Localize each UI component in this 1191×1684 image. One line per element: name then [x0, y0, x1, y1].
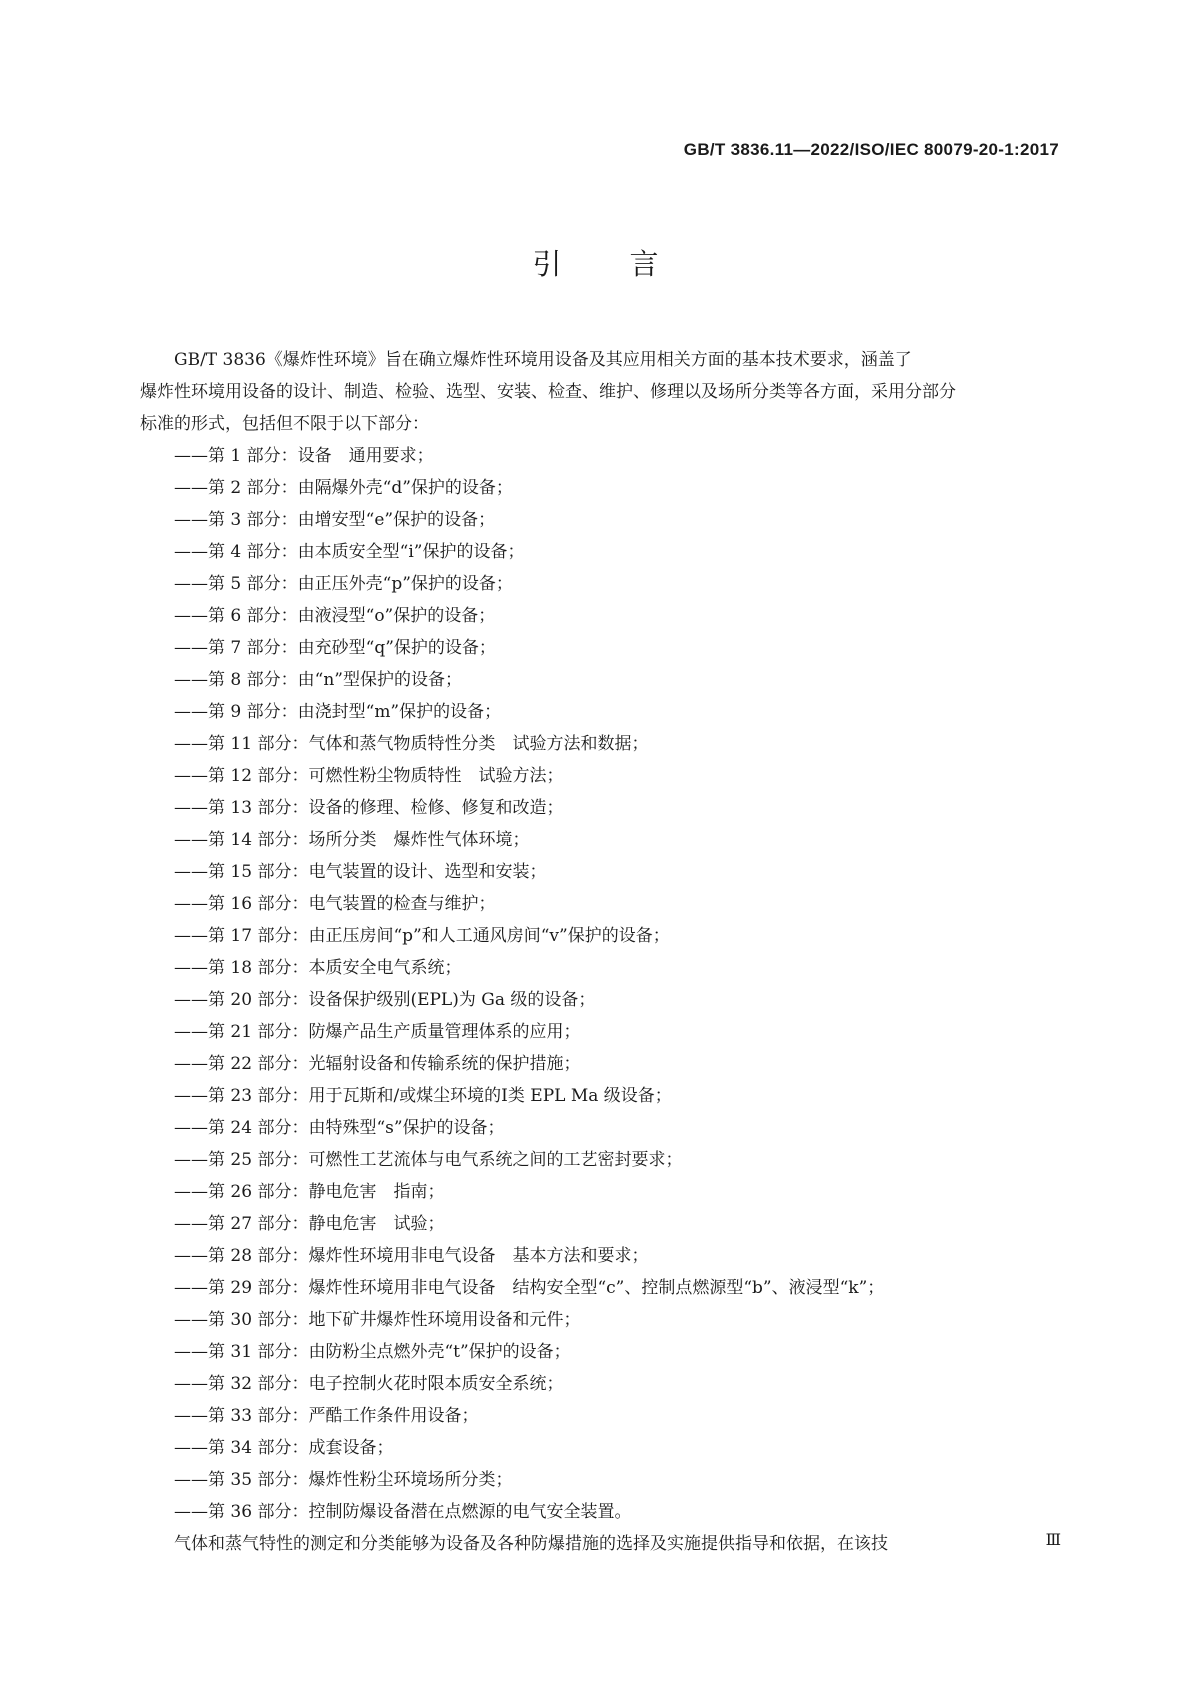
title-char-1: 引 — [532, 247, 562, 281]
list-item: ——第 27 部分：静电危害 试验； — [174, 1214, 445, 1234]
intro-paragraph — [140, 344, 1066, 440]
list-item: ——第 24 部分：由特殊型“s”保护的设备； — [174, 1118, 505, 1138]
intro-line: 标准的形式，包括但不限于以下部分： — [140, 414, 429, 434]
document-header: GB/T 3836.11—2022/ISO/IEC 80079-20-1:2017 — [683, 140, 1059, 159]
list-item: ——第 2 部分：由隔爆外壳“d”保护的设备； — [174, 478, 513, 498]
page-number: Ⅲ — [1045, 1530, 1061, 1549]
list-item: ——第 6 部分：由液浸型“o”保护的设备； — [174, 606, 496, 626]
list-item: ——第 29 部分：爆炸性环境用非电气设备 结构安全型“c”、控制点燃源型“b”、液浸型“k”； — [174, 1278, 885, 1298]
intro-line: 爆炸性环境用设备的设计、制造、检验、选型、安装、检查、维护、修理以及场所分类等各方面，采用分部分 — [140, 382, 956, 402]
list-item: ——第 30 部分：地下矿井爆炸性环境用设备和元件； — [174, 1310, 581, 1330]
closing-paragraph-line: 气体和蒸气特性的测定和分类能够为设备及各种防爆措施的选择及实施提供指导和依据，在该技 — [174, 1534, 888, 1554]
list-item: ——第 23 部分：用于瓦斯和/或煤尘环境的Ⅰ类 EPL Ma 级设备； — [174, 1086, 672, 1106]
list-item: ——第 16 部分：电气装置的检查与维护； — [174, 894, 496, 914]
list-item: ——第 26 部分：静电危害 指南； — [174, 1182, 445, 1202]
list-item: ——第 13 部分：设备的修理、检修、修复和改造； — [174, 798, 564, 818]
list-item: ——第 17 部分：由正压房间“p”和人工通风房间“v”保护的设备； — [174, 926, 670, 946]
list-item: ——第 12 部分：可燃性粉尘物质特性 试验方法； — [174, 766, 564, 786]
list-item: ——第 31 部分：由防粉尘点燃外壳“t”保护的设备； — [174, 1342, 571, 1362]
list-item: ——第 21 部分：防爆产品生产质量管理体系的应用； — [174, 1022, 581, 1042]
list-item: ——第 1 部分：设备 通用要求； — [174, 446, 434, 466]
list-item: ——第 34 部分：成套设备； — [174, 1438, 394, 1458]
intro-line: GB/T 3836《爆炸性环境》旨在确立爆炸性环境用设备及其应用相关方面的基本技术要求，涵盖了 — [174, 350, 912, 370]
list-item: ——第 25 部分：可燃性工艺流体与电气系统之间的工艺密封要求； — [174, 1150, 683, 1170]
list-item: ——第 22 部分：光辐射设备和传输系统的保护措施； — [174, 1054, 581, 1074]
page-title — [0, 242, 1191, 283]
list-item: ——第 3 部分：由增安型“e”保护的设备； — [174, 510, 496, 530]
list-item: ——第 7 部分：由充砂型“q”保护的设备； — [174, 638, 496, 658]
list-item: ——第 4 部分：由本质安全型“i”保护的设备； — [174, 542, 525, 562]
document-body — [140, 344, 1066, 1560]
list-item: ——第 8 部分：由“n”型保护的设备； — [174, 670, 462, 690]
list-item: ——第 33 部分：严酷工作条件用设备； — [174, 1406, 479, 1426]
list-item: ——第 32 部分：电子控制火花时限本质安全系统； — [174, 1374, 564, 1394]
list-item: ——第 9 部分：由浇封型“m”保护的设备； — [174, 702, 502, 722]
list-item: ——第 5 部分：由正压外壳“p”保护的设备； — [174, 574, 513, 594]
parts-list — [140, 440, 1066, 1528]
list-item: ——第 18 部分：本质安全电气系统； — [174, 958, 462, 978]
list-item: ——第 36 部分：控制防爆设备潜在点燃源的电气安全装置。 — [174, 1502, 632, 1522]
list-item: ——第 15 部分：电气装置的设计、选型和安装； — [174, 862, 547, 882]
list-item: ——第 28 部分：爆炸性环境用非电气设备 基本方法和要求； — [174, 1246, 649, 1266]
list-item: ——第 20 部分：设备保护级别(EPL)为 Ga 级的设备； — [174, 990, 596, 1010]
list-item: ——第 35 部分：爆炸性粉尘环境场所分类； — [174, 1470, 513, 1490]
list-item: ——第 14 部分：场所分类 爆炸性气体环境； — [174, 830, 530, 850]
list-item: ——第 11 部分：气体和蒸气物质特性分类 试验方法和数据； — [174, 734, 649, 754]
title-char-2: 言 — [629, 247, 659, 281]
